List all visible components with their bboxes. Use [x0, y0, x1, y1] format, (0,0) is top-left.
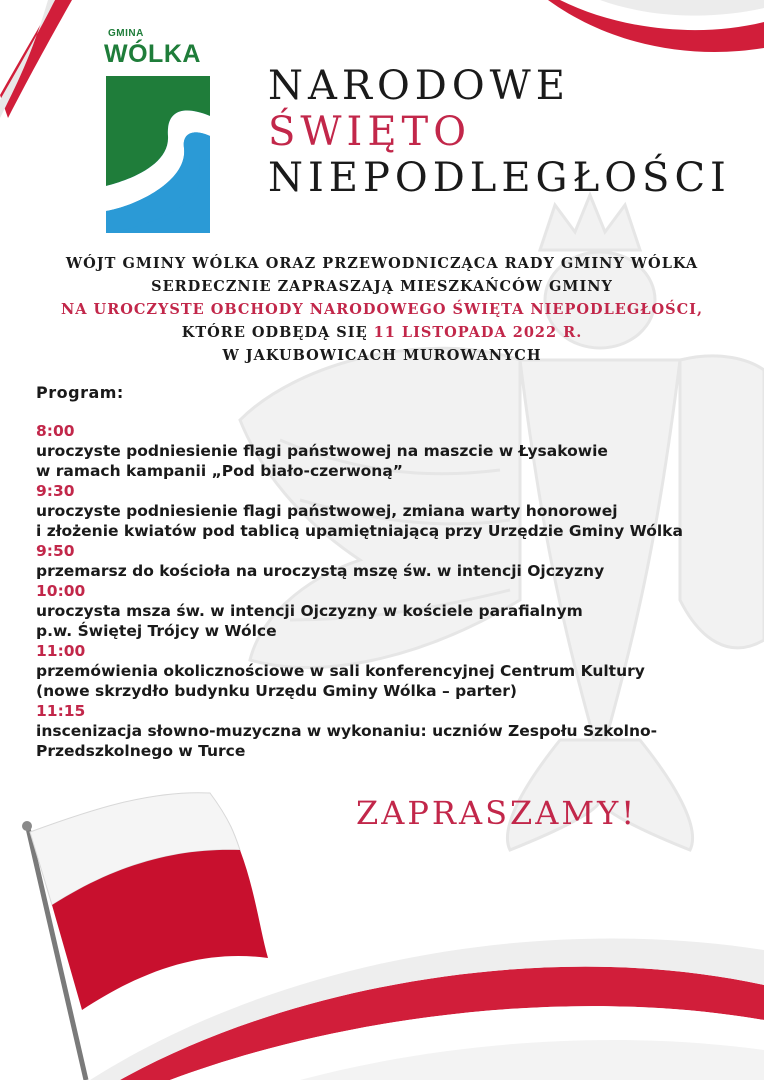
program-description: przemówienia okolicznościowe w sali konferencyjnej Centrum Kultury (nowe skrzydło budynku Urzędu Gminy Wólka – parter) [36, 662, 645, 700]
program-time: 11:15 [36, 702, 86, 720]
intro-line-4-text: KTÓRE ODBĘDĄ SIĘ [181, 324, 374, 341]
program-item [36, 541, 736, 581]
intro-line-3: NA UROCZYSTE OBCHODY NARODOWEGO ŚWIĘTA NIEPODLEGŁOŚCI, [61, 301, 703, 318]
program-time: 11:00 [36, 642, 86, 660]
program-description: przemarsz do kościoła na uroczystą mszę św. w intencji Ojczyzny [36, 562, 605, 580]
logo-gmina-label: GMINA [108, 28, 144, 39]
title-line-1: NARODOWE [268, 63, 570, 109]
intro-line-5: W JAKUBOWICACH MUROWANYCH [222, 347, 542, 364]
program-item [36, 581, 736, 641]
program-description: uroczyste podniesienie flagi państwowej, zmiana warty honorowej i złożenie kwiatów pod tablicą upamiętniającą przy Urzędzie Gminy Wólka [36, 502, 683, 540]
invitation-intro [0, 252, 764, 367]
program-item [36, 641, 736, 701]
title-line-3: NIEPODLEGŁOŚCI [268, 155, 731, 201]
title-line-2: ŚWIĘTO [268, 109, 471, 155]
program-item [36, 701, 736, 761]
intro-line-2: SERDECZNIE ZAPRASZAJĄ MIESZKAŃCÓW GMINY [151, 278, 613, 295]
program-time: 9:30 [36, 482, 75, 500]
program-description: uroczyste podniesienie flagi państwowej na maszcie w Łysakowie w ramach kampanii „Pod biało-czerwoną” [36, 442, 608, 480]
program-time: 8:00 [36, 422, 75, 440]
program-description: inscenizacja słowno-muzyczna w wykonaniu: uczniów Zespołu Szkolno- Przedszkolnego w Turce [36, 722, 658, 760]
program-heading: Program: [36, 383, 124, 402]
event-date: 11 LISTOPADA 2022 R. [373, 324, 583, 341]
ribbon-top-left [0, 0, 72, 118]
program-list [36, 421, 736, 761]
invite-heading: ZAPRASZAMY! [356, 794, 638, 832]
gmina-wolka-logo [104, 28, 209, 233]
intro-line-4 [0, 321, 764, 344]
program-item [36, 481, 736, 541]
program-time: 10:00 [36, 582, 86, 600]
ribbon-top-right [548, 0, 764, 52]
program-time: 9:50 [36, 542, 75, 560]
logo-river-icon [106, 76, 210, 233]
logo-name-label: WÓLKA [104, 40, 201, 68]
intro-line-1: WÓJT GMINY WÓLKA ORAZ PRZEWODNICZĄCA RADY GMINY WÓLKA [65, 255, 699, 272]
program-description: uroczysta msza św. w intencji Ojczyzny w kościele parafialnym p.w. Świętej Trójcy w Wólce [36, 602, 583, 640]
program-item [36, 421, 736, 481]
